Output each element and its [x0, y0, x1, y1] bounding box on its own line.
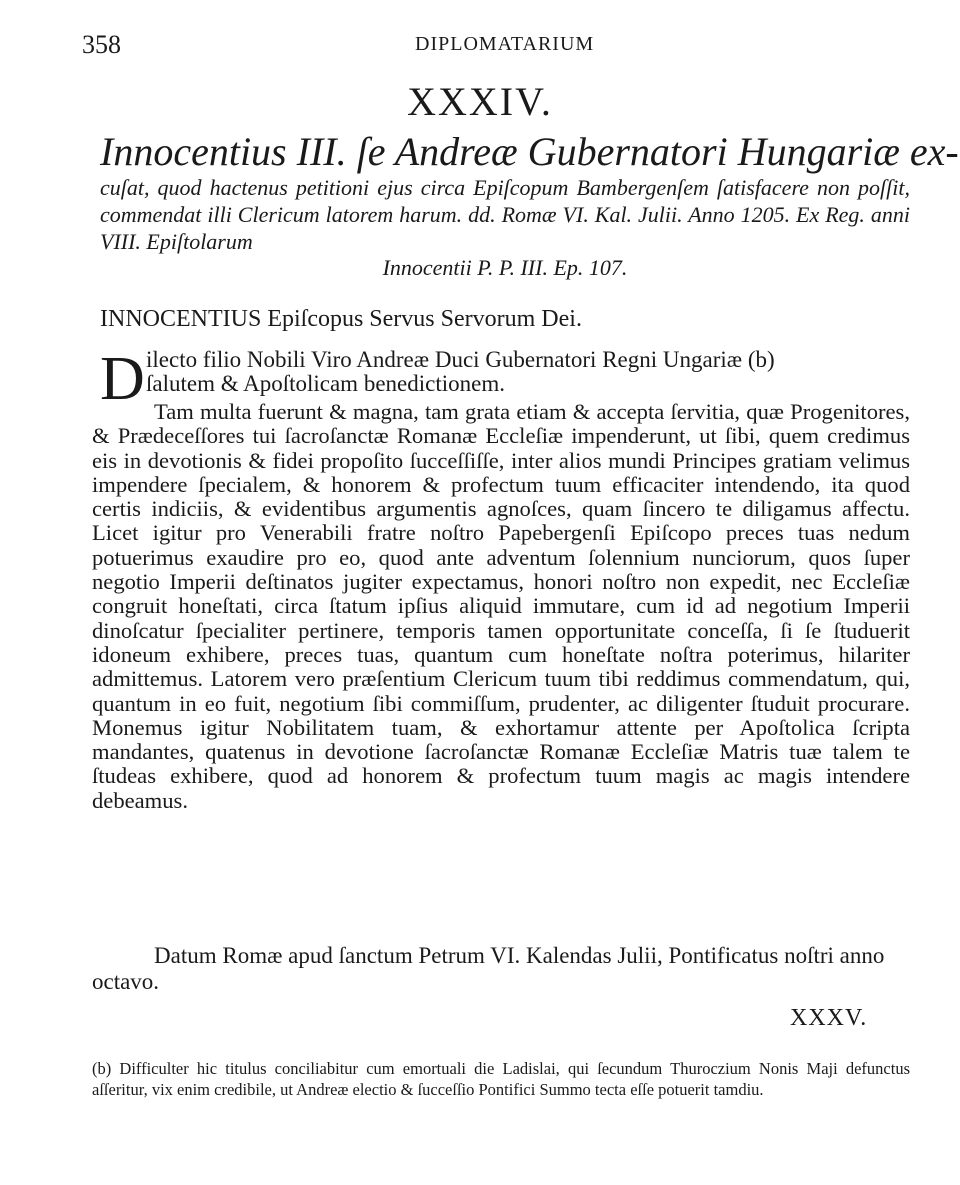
footnote: (b) Difficulter hic titulus conciliabitur cum emortuali die Ladislai, qui ſecundum Thuroczium Nonis Maji defunctus aſſeritur, vix enim credibile, ut Andreæ electio & ſucceſſio Pontifici Summo tecta eſſe potuerit tamdiu. [92, 1059, 910, 1099]
page-number: 358 [82, 30, 121, 59]
address-line-2: ſalutem & Apoſtolicam benedictionem. [146, 371, 505, 396]
drop-cap: D [100, 345, 145, 413]
section-number: XXXIV. [407, 79, 553, 124]
dating-clause: Datum Romæ apud ſanctum Petrum VI. Kalendas Julii, Pontificatus noſtri anno octavo. [92, 943, 885, 994]
address-block [146, 348, 910, 396]
letter-body [92, 400, 910, 813]
address-line-1: ilecto filio Nobili Viro Andreæ Duci Gubernatori Regni Ungariæ (b) [146, 347, 775, 372]
summary-last-line: Innocentii P. P. III. Ep. 107. [382, 255, 628, 280]
summary-first-line: Innocentius III. ſe Andreæ Gubernatori Hungariæ ex- [100, 129, 959, 174]
salutation-heading: INNOCENTIUS Epiſcopus Servus Servorum Dei. [100, 306, 582, 332]
document-summary [100, 129, 959, 281]
body-paragraph: Tam multa fuerunt & magna, tam grata etiam & accepta ſervitia, quæ Progenitores, & Prædeceſſores tui ſacroſanctæ Romanæ Eccleſiæ impenderunt, ut ſibi, quem credimus eis in devotionis & fidei propoſito ſucceſſiſſe, inter alios mundi Principes gratiam velimus impendere ſpecialem, & honorem & profectum tuum efficaciter intendendo, ita quod certis indiciis, & evidentibus argumentis agnoſces, quam ſincero te diligamus affectu. Licet igitur pro Venerabili fratre noſtro Papebergenſi Epiſcopo preces tuas nedum potuerimus exaudire pro eo, quod ante adventum ſolennium nunciorum, quos ſuper negotio Imperii deſtinatos jugiter expectamus, honori noſtro non expedit, nec Eccleſiæ congruit honeſtati, circa ſtatum ipſius aliquid immutare, cum id ad negotium Imperii dinoſcatur ſpecialiter pertinere, temporis tamen opportunitate conceſſa, ſi ſe ſtuduerit idoneum exhibere, preces tuas, quantum cum honeſtate noſtra poterimus, hilariter admittemus. Latorem vero præſentium Clericum tuum tibi reddimus commendatum, qui, quantum in eo fuit, negotium ſibi commiſſum, prudenter, ac diligenter ſtuduit procurare. Monemus igitur Nobilitatem tuam, & exhortamur attente per Apoſtolica ſcripta mandantes, quatenus in devotione ſacroſanctæ Romanæ Eccleſiæ Matris tuæ talem te ſtudeas exhibere, quod ad honorem & profectum tuum magis ac magis intendere debeamus. [92, 399, 910, 813]
summary-text: cuſat, quod hactenus petitioni ejus circa Epiſcopum Bambergenſem ſatisfacere non poſſit, commendat illi Clericum latorem harum. dd. Romæ VI. Kal. Julii. Anno 1205. Ex Reg. anni VIII. Epiſtolarum [100, 175, 910, 254]
running-head: DIPLOMATARIUM [415, 33, 595, 55]
next-section-number: XXXV. [790, 1005, 868, 1031]
